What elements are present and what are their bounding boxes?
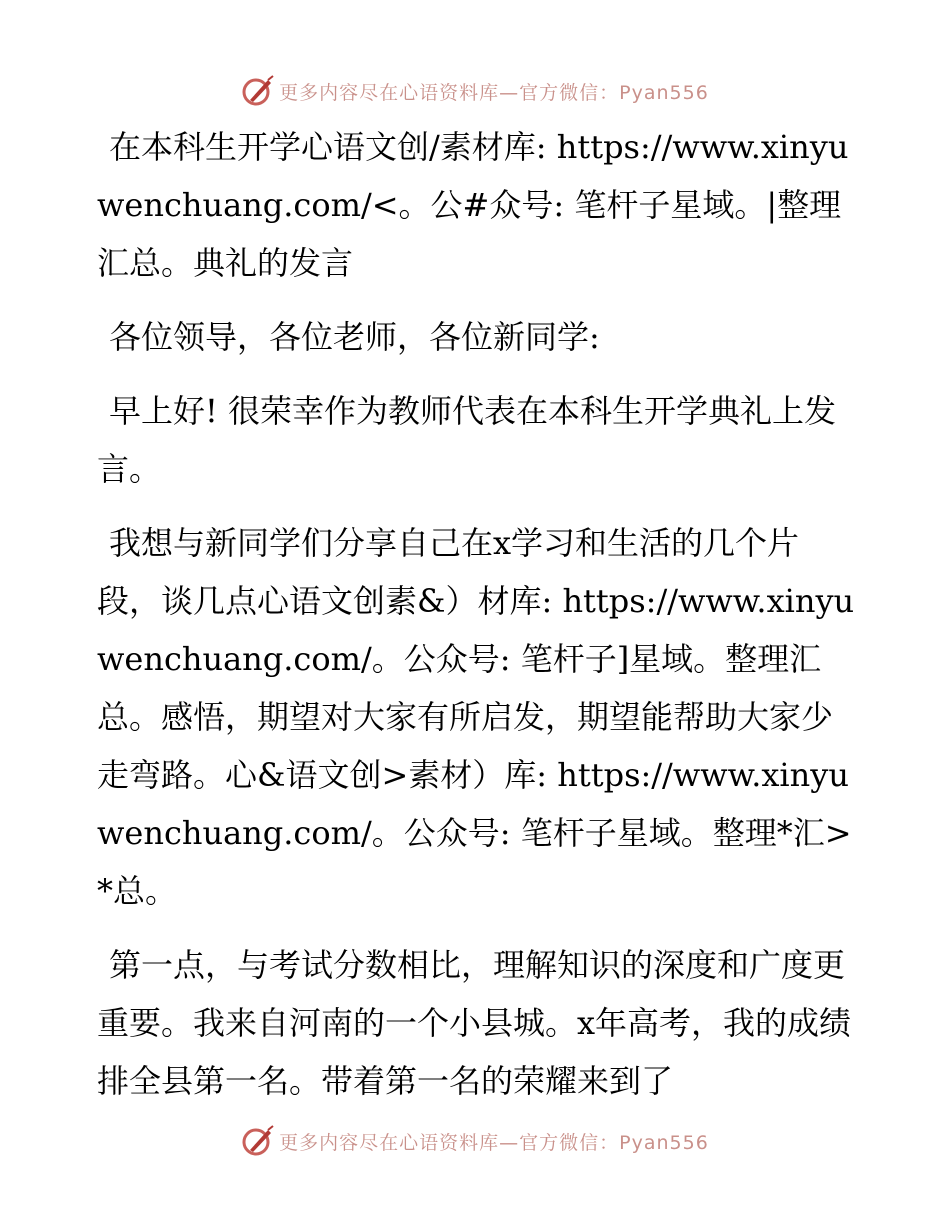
watermark-text: 更多内容尽在心语资料库—官方微信：Pyan556 bbox=[279, 81, 709, 104]
paragraph: 各位领导，各位老师，各位新同学: bbox=[109, 318, 600, 356]
footer-watermark bbox=[0, 1121, 950, 1161]
paragraph: 在本科生开学心语文创/素材库: https://www.xinyuwenchuang.com/<。公#众号: 笔杆子星域。|整理汇总。典礼的发言 bbox=[97, 128, 849, 282]
quill-circle-logo-icon bbox=[241, 74, 275, 108]
paragraph: 早上好! 很荣幸作为教师代表在本科生开学典礼上发言。 bbox=[97, 392, 837, 488]
paragraph: 第一点，与考试分数相比，理解知识的深度和广度更重要。我来自河南的一个小县城。x年高考，我的成绩排全县第一名。带着第一名的荣耀来到了 bbox=[97, 946, 852, 1100]
header-watermark bbox=[0, 71, 950, 111]
paragraph: 我想与新同学们分享自己在x学习和生活的几个片段，谈几点心语文创素&）材库: https://www.xinyuwenchuang.com/。公众号: 笔杆子]星域。整理汇总。感悟，期望对大家有所启发，期望能帮助大家少走弯路。心&语文创>素材）库: https://www.xinyuwenchuang.com/。公众号: 笔杆子星域。整理*汇>*总。 bbox=[97, 524, 855, 910]
quill-circle-logo-icon bbox=[241, 1124, 275, 1158]
watermark-text: 更多内容尽在心语资料库—官方微信：Pyan556 bbox=[279, 1131, 709, 1154]
document-body bbox=[97, 118, 857, 1126]
